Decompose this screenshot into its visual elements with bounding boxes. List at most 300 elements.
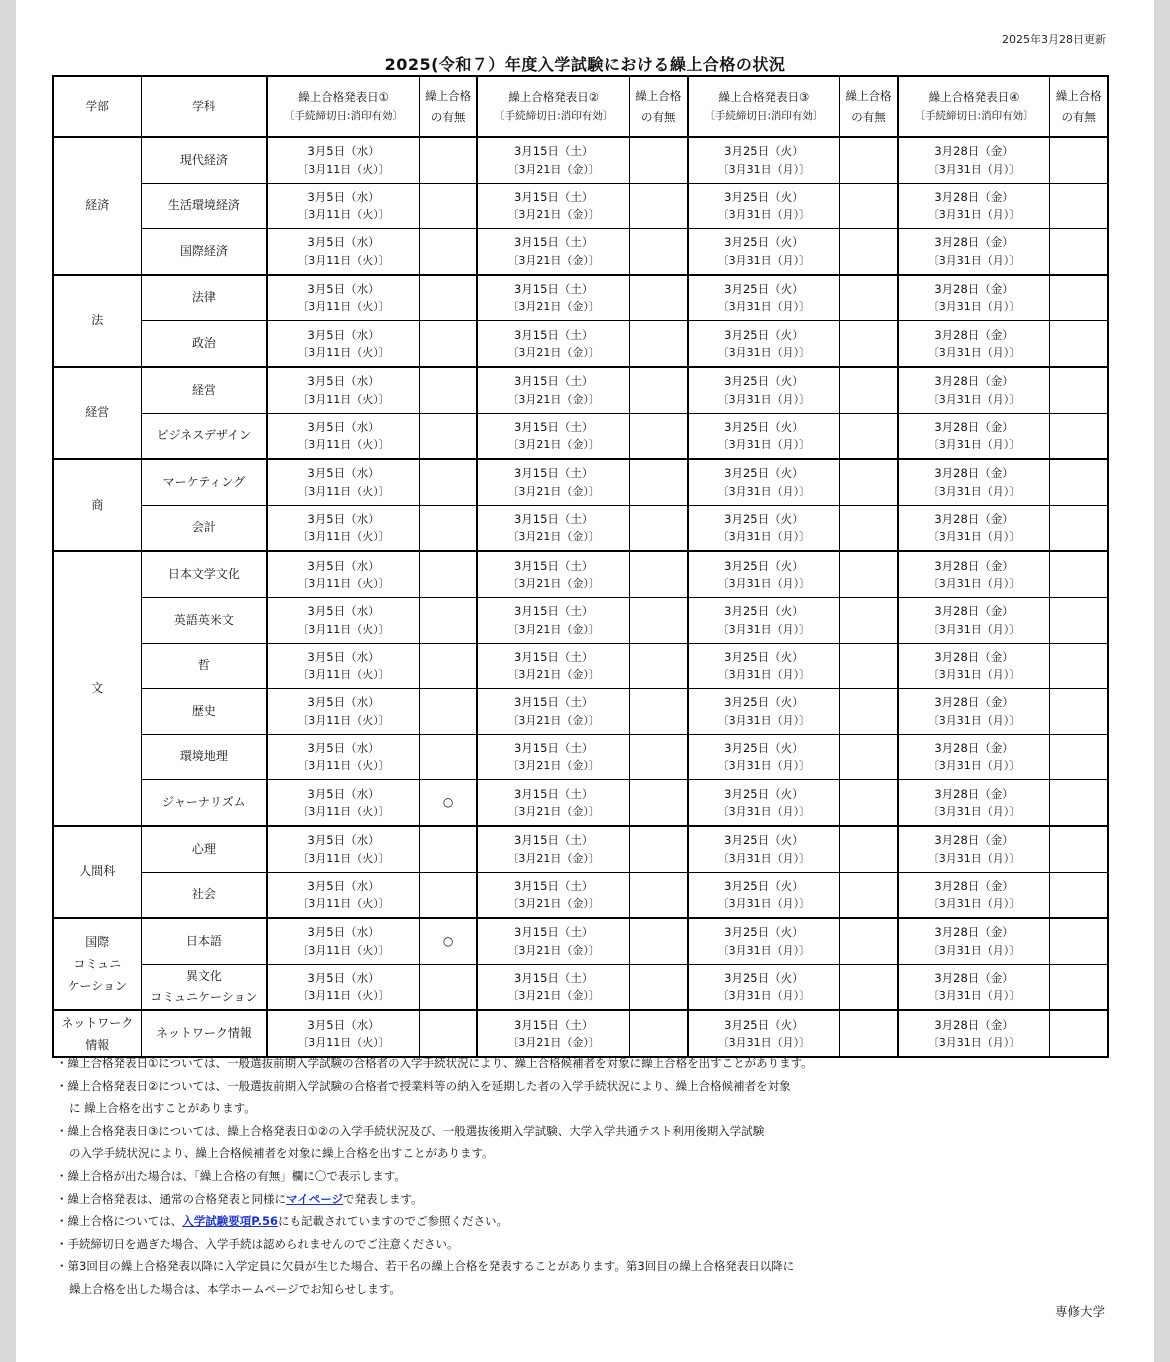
date-cell-round-2	[477, 229, 629, 275]
date-cell-round-3	[688, 183, 840, 229]
promotion-flag-cell-round-2	[630, 826, 688, 872]
date-cell-round-3	[688, 780, 840, 826]
announcement-date: 3月28日（金）	[934, 786, 1014, 801]
announcement-date: 3月25日（火）	[724, 419, 804, 434]
header-round-3	[688, 76, 840, 137]
deadline-date: 〔3月31日（月）〕	[717, 805, 811, 818]
deadline-date: 〔3月21日（金）〕	[507, 577, 600, 591]
promotion-flag-cell-round-2	[630, 137, 688, 183]
deadline-date: 〔3月11日（火）〕	[297, 943, 390, 957]
announcement-date: 3月25日（火）	[724, 466, 804, 481]
date-cell-round-1	[267, 643, 419, 689]
deadline-date: 〔3月21日（金）〕	[507, 484, 600, 498]
deadline-date: 〔3月31日（月）〕	[927, 530, 1021, 544]
promotion-flag-cell-round-1	[419, 505, 477, 551]
date-cell-round-4	[898, 551, 1050, 597]
promotion-flag-cell-round-1	[419, 321, 477, 367]
promotion-flag-cell-round-2	[630, 918, 688, 964]
date-cell-round-1	[267, 597, 419, 643]
date-cell-round-4	[898, 505, 1050, 551]
deadline-date: 〔3月11日（火）〕	[297, 622, 390, 636]
announcement-date: 3月28日（金）	[934, 695, 1014, 710]
date-cell-round-1	[267, 780, 419, 826]
announcement-date: 3月5日（水）	[307, 695, 380, 710]
announcement-date: 3月28日（金）	[934, 558, 1014, 573]
promotion-flag-cell-round-3	[840, 872, 898, 918]
announcement-date: 3月15日（土）	[513, 144, 594, 159]
department-cell: 心理	[141, 826, 267, 872]
date-cell-round-2	[477, 826, 629, 872]
promotion-flag-cell-round-3	[840, 183, 898, 229]
date-cell-round-2	[477, 918, 629, 964]
table-row	[53, 597, 1108, 643]
table-row	[53, 229, 1108, 275]
deadline-date: 〔3月31日（月）〕	[927, 392, 1021, 406]
promotion-flag-cell-round-4	[1050, 689, 1108, 735]
date-cell-round-4	[898, 643, 1050, 689]
announcement-date: 3月28日（金）	[934, 327, 1014, 342]
date-cell-round-4	[898, 918, 1050, 964]
announcement-date: 3月28日（金）	[934, 604, 1014, 619]
promotion-flag-cell-round-1	[419, 643, 477, 689]
note-item: ・手続締切日を過ぎた場合、入学手続は認められませんのでご注意ください。	[56, 1236, 459, 1251]
table-row	[53, 551, 1108, 597]
deadline-date: 〔3月31日（月）〕	[717, 668, 811, 682]
department-cell: 生活環境経済	[141, 183, 267, 229]
date-cell-round-1	[267, 734, 419, 780]
announcement-date: 3月28日（金）	[934, 512, 1014, 527]
deadline-date: 〔3月11日（火）〕	[297, 300, 390, 314]
note-item: の入学手続状況により、繰上合格候補者を対象に繰上合格を出すことがあります。	[69, 1146, 494, 1161]
table-row	[53, 918, 1108, 964]
department-cell: 環境地理	[141, 734, 267, 780]
date-cell-round-4	[898, 183, 1050, 229]
promotion-flag-cell-round-2	[630, 1010, 688, 1057]
header-round-1-sub: 〔手続締切日:消印有効〕	[283, 110, 404, 123]
announcement-date: 3月25日（火）	[724, 512, 804, 527]
date-cell-round-4	[898, 964, 1050, 1010]
announcement-date: 3月15日（土）	[513, 419, 594, 434]
promotion-flag-cell-round-1	[419, 275, 477, 321]
table-row	[53, 137, 1108, 183]
announcement-date: 3月5日（水）	[307, 786, 380, 801]
date-cell-round-2	[477, 505, 629, 551]
department-cell: 法律	[141, 275, 267, 321]
date-cell-round-1	[267, 275, 419, 321]
date-cell-round-1	[267, 229, 419, 275]
deadline-date: 〔3月31日（月）〕	[927, 713, 1021, 727]
announcement-date: 3月28日（金）	[934, 741, 1014, 756]
deadline-date: 〔3月31日（月）〕	[927, 622, 1021, 636]
promotion-flag-cell-round-4	[1050, 643, 1108, 689]
header-round-1-label: 繰上合格発表日①	[298, 89, 389, 104]
date-cell-round-2	[477, 137, 629, 183]
date-cell-round-3	[688, 367, 840, 413]
deadline-date: 〔3月31日（月）〕	[927, 162, 1021, 176]
announcement-date: 3月15日（土）	[513, 649, 594, 664]
promotion-flag-cell-round-1	[419, 413, 477, 459]
department-cell: ネットワーク情報	[141, 1010, 267, 1057]
department-cell: ジャーナリズム	[141, 780, 267, 826]
announcement-date: 3月5日（水）	[307, 741, 380, 756]
promotion-flag-cell-round-2	[630, 505, 688, 551]
header-flag-1-line2: の有無	[430, 109, 466, 124]
date-cell-round-2	[477, 275, 629, 321]
table-row	[53, 321, 1108, 367]
date-cell-round-4	[898, 459, 1050, 505]
date-cell-round-3	[688, 643, 840, 689]
table-body	[53, 137, 1108, 1057]
header-flag-4	[1050, 76, 1108, 137]
announcement-date: 3月15日（土）	[513, 466, 594, 481]
faculty-cell: 文	[53, 551, 141, 826]
note-item: 繰上合格を出した場合は、本学ホームページでお知らせします。	[69, 1281, 402, 1296]
deadline-date: 〔3月11日（火）〕	[297, 897, 390, 911]
promotion-flag-cell-round-4	[1050, 597, 1108, 643]
announcement-date: 3月25日（火）	[724, 695, 804, 710]
announcement-date: 3月15日（土）	[513, 970, 594, 985]
deadline-date: 〔3月31日（月）〕	[717, 162, 811, 176]
note-item-mypage	[56, 1188, 1106, 1211]
date-cell-round-2	[477, 183, 629, 229]
promotion-flag-cell-round-3	[840, 597, 898, 643]
deadline-date: 〔3月11日（火）〕	[297, 713, 390, 727]
date-cell-round-3	[688, 1010, 840, 1057]
announcement-date: 3月5日（水）	[307, 327, 380, 342]
note-item: ・繰上合格が出た場合は、「繰上合格の有無」欄に〇で表示します。	[56, 1168, 406, 1183]
announcement-date: 3月5日（水）	[307, 189, 380, 204]
deadline-date: 〔3月31日（月）〕	[717, 208, 811, 222]
table-row	[53, 459, 1108, 505]
deadline-date: 〔3月21日（金）〕	[507, 1035, 600, 1049]
promotion-flag-cell-round-3	[840, 826, 898, 872]
announcement-date: 3月15日（土）	[513, 327, 594, 342]
promotion-flag-cell-round-2	[630, 780, 688, 826]
note-guide-after: にも記載されていますのでご参照ください。	[277, 1214, 508, 1229]
announcement-date: 3月25日（火）	[724, 189, 804, 204]
promotion-flag-cell-round-3	[840, 918, 898, 964]
date-cell-round-1	[267, 551, 419, 597]
table-row	[53, 183, 1108, 229]
department-cell: 国際経済	[141, 229, 267, 275]
note-item: ・繰上合格発表日①については、一般選抜前期入学試験の合格者の入学手続状況により、繰上合格候補者を対象に繰上合格を出すことがあります。	[56, 1056, 813, 1070]
deadline-date: 〔3月31日（月）〕	[927, 805, 1021, 818]
header-department: 学科	[141, 76, 267, 137]
table-row	[53, 826, 1108, 872]
university-name: 専修大学	[1054, 1304, 1105, 1319]
promotion-flag-cell-round-3	[840, 734, 898, 780]
date-cell-round-3	[688, 551, 840, 597]
table-row	[53, 964, 1108, 1010]
promotion-flag-cell-round-4	[1050, 1010, 1108, 1057]
announcement-date: 3月28日（金）	[934, 419, 1014, 434]
table-row	[53, 367, 1108, 413]
deadline-date: 〔3月31日（月）〕	[927, 668, 1021, 682]
announcement-date: 3月15日（土）	[513, 786, 594, 801]
deadline-date: 〔3月31日（月）〕	[717, 851, 811, 865]
header-flag-3	[840, 76, 898, 137]
promotion-flag-cell-round-1	[419, 459, 477, 505]
promotion-flag-cell-round-4	[1050, 459, 1108, 505]
date-cell-round-1	[267, 826, 419, 872]
header-round-2-label: 繰上合格発表日②	[508, 89, 600, 104]
deadline-date: 〔3月31日（月）〕	[717, 530, 811, 544]
header-flag-3-line1: 繰上合格	[845, 88, 892, 103]
promotion-flag-cell-round-3	[840, 780, 898, 826]
department-cell: 歴史	[141, 689, 267, 735]
promotion-flag-cell-round-4	[1050, 413, 1108, 459]
faculty-cell: 商	[53, 459, 141, 551]
deadline-date: 〔3月21日（金）〕	[507, 805, 600, 818]
date-cell-round-2	[477, 367, 629, 413]
deadline-date: 〔3月31日（月）〕	[717, 253, 811, 267]
deadline-date: 〔3月31日（月）〕	[717, 622, 811, 636]
department-cell: 経営	[141, 367, 267, 413]
announcement-date: 3月5日（水）	[307, 970, 380, 985]
date-cell-round-4	[898, 780, 1050, 826]
deadline-date: 〔3月11日（火）〕	[297, 162, 390, 176]
deadline-date: 〔3月11日（火）〕	[297, 668, 390, 682]
date-cell-round-3	[688, 918, 840, 964]
header-flag-2	[630, 76, 688, 137]
announcement-date: 3月15日（土）	[513, 604, 594, 619]
deadline-date: 〔3月21日（金）〕	[507, 622, 600, 636]
announcement-date: 3月15日（土）	[513, 512, 594, 527]
date-cell-round-3	[688, 229, 840, 275]
announcement-date: 3月15日（土）	[513, 695, 594, 710]
promotion-flag-cell-round-4	[1050, 872, 1108, 918]
deadline-date: 〔3月11日（火）〕	[297, 346, 390, 360]
promotion-flag-cell-round-2	[630, 229, 688, 275]
header-round-2	[477, 76, 629, 137]
table-row	[53, 872, 1108, 918]
announcement-date: 3月15日（土）	[513, 374, 594, 389]
promotion-flag-cell-round-2	[630, 734, 688, 780]
date-cell-round-4	[898, 1010, 1050, 1057]
announcement-date: 3月25日（火）	[724, 649, 804, 664]
header-round-4-label: 繰上合格発表日④	[928, 89, 1020, 104]
date-cell-round-3	[688, 505, 840, 551]
date-cell-round-1	[267, 413, 419, 459]
promotion-flag-cell-round-2	[630, 689, 688, 735]
promotion-flag-cell-round-3	[840, 459, 898, 505]
announcement-date: 3月15日（土）	[513, 741, 594, 756]
announcement-date: 3月28日（金）	[934, 970, 1014, 985]
announcement-date: 3月15日（土）	[513, 558, 594, 573]
deadline-date: 〔3月31日（月）〕	[717, 346, 811, 360]
deadline-date: 〔3月11日（火）〕	[297, 851, 390, 865]
faculty-name-line: コミュニ	[73, 957, 122, 972]
table-row	[53, 413, 1108, 459]
promotion-flag-cell-round-1	[419, 367, 477, 413]
date-cell-round-2	[477, 459, 629, 505]
date-cell-round-1	[267, 137, 419, 183]
header-flag-2-line2: の有無	[641, 109, 676, 124]
deadline-date: 〔3月11日（火）〕	[297, 989, 390, 1003]
date-cell-round-3	[688, 872, 840, 918]
department-cell: 社会	[141, 872, 267, 918]
header-round-4-sub: 〔手続締切日:消印有効〕	[914, 110, 1034, 123]
announcement-date: 3月5日（水）	[307, 466, 380, 481]
table-row	[53, 689, 1108, 735]
announcement-date: 3月28日（金）	[934, 925, 1014, 940]
date-cell-round-4	[898, 275, 1050, 321]
date-cell-round-3	[688, 321, 840, 367]
date-cell-round-3	[688, 459, 840, 505]
announcement-date: 3月5日（水）	[307, 1017, 380, 1032]
announcement-date: 3月5日（水）	[307, 144, 380, 159]
deadline-date: 〔3月21日（金）〕	[507, 346, 600, 360]
announcement-date: 3月5日（水）	[307, 235, 380, 250]
promotion-flag-cell-round-4	[1050, 367, 1108, 413]
promotion-flag-cell-round-4	[1050, 734, 1108, 780]
date-cell-round-1	[267, 872, 419, 918]
faculty-cell	[53, 918, 141, 1010]
date-cell-round-2	[477, 597, 629, 643]
header-round-4	[898, 76, 1050, 137]
deadline-date: 〔3月31日（月）〕	[927, 253, 1021, 267]
note-mypage-after: で発表します。	[343, 1191, 423, 1206]
faculty-cell: 法	[53, 275, 141, 367]
promotion-flag-cell-round-2	[630, 275, 688, 321]
date-cell-round-3	[688, 689, 840, 735]
table-row	[53, 734, 1108, 780]
table-row	[53, 275, 1108, 321]
announcement-date: 3月25日（火）	[724, 833, 804, 848]
department-name-line: 異文化	[185, 968, 222, 983]
promotion-flag-cell-round-2	[630, 964, 688, 1010]
date-cell-round-1	[267, 459, 419, 505]
deadline-date: 〔3月31日（月）〕	[927, 1035, 1021, 1049]
announcement-date: 3月15日（土）	[513, 282, 594, 297]
promotion-flag-cell-round-3	[840, 413, 898, 459]
header-flag-2-line1: 繰上合格	[635, 88, 682, 103]
deadline-date: 〔3月31日（月）〕	[717, 897, 811, 911]
announcement-date: 3月15日（土）	[513, 925, 594, 940]
date-cell-round-2	[477, 872, 629, 918]
announcement-date: 3月5日（水）	[307, 419, 380, 434]
promotion-flag-cell-round-3	[840, 964, 898, 1010]
promotion-flag-cell-round-2	[630, 413, 688, 459]
mypage-link[interactable]: マイページ	[286, 1191, 344, 1206]
promotion-flag-cell-round-3	[840, 275, 898, 321]
promotion-flag-cell-round-4	[1050, 183, 1108, 229]
deadline-date: 〔3月21日（金）〕	[507, 300, 600, 314]
date-cell-round-1	[267, 183, 419, 229]
promotion-flag-cell-round-4	[1050, 275, 1108, 321]
announcement-date: 3月5日（水）	[307, 558, 380, 573]
note-mypage-before: ・繰上合格発表は、通常の合格発表と同様に	[56, 1191, 286, 1206]
announcement-date: 3月5日（水）	[307, 833, 380, 848]
date-cell-round-1	[267, 1010, 419, 1057]
deadline-date: 〔3月31日（月）〕	[927, 208, 1021, 222]
deadline-date: 〔3月21日（金）〕	[507, 392, 600, 406]
date-cell-round-4	[898, 826, 1050, 872]
date-cell-round-1	[267, 367, 419, 413]
department-cell: マーケティング	[141, 459, 267, 505]
admission-guide-link[interactable]: 入学試験要項P.56	[182, 1214, 278, 1229]
deadline-date: 〔3月11日（火）〕	[297, 253, 390, 267]
promotion-flag-cell-round-1	[419, 551, 477, 597]
promotion-flag-cell-round-2	[630, 367, 688, 413]
announcement-date: 3月15日（土）	[513, 1017, 594, 1032]
announcement-date: 3月25日（火）	[724, 327, 804, 342]
promotion-flag-cell-round-3	[840, 643, 898, 689]
announcement-date: 3月28日（金）	[934, 189, 1014, 204]
note-item: ・繰上合格発表日②については、一般選抜前期入学試験の合格者で授業料等の納入を延期した者の入学手続状況により、繰上合格候補者を対象	[56, 1078, 791, 1093]
note-item-guide	[56, 1210, 1106, 1233]
date-cell-round-4	[898, 689, 1050, 735]
announcement-date: 3月25日（火）	[724, 925, 804, 940]
deadline-date: 〔3月31日（月）〕	[717, 577, 811, 591]
date-cell-round-2	[477, 643, 629, 689]
promotion-flag-cell-round-4	[1050, 826, 1108, 872]
promotion-flag-cell-round-1	[419, 597, 477, 643]
promotion-flag-cell-round-2	[630, 597, 688, 643]
date-cell-round-3	[688, 413, 840, 459]
date-cell-round-3	[688, 275, 840, 321]
date-cell-round-2	[477, 413, 629, 459]
announcement-date: 3月28日（金）	[934, 649, 1014, 664]
deadline-date: 〔3月21日（金）〕	[507, 208, 600, 222]
faculty-cell	[53, 1010, 141, 1057]
deadline-date: 〔3月11日（火）〕	[297, 484, 390, 498]
deadline-date: 〔3月21日（金）〕	[507, 438, 600, 452]
deadline-date: 〔3月31日（月）〕	[927, 300, 1021, 314]
announcement-date: 3月28日（金）	[934, 1017, 1014, 1032]
header-round-3-label: 繰上合格発表日③	[718, 89, 810, 104]
department-cell: 哲	[141, 643, 267, 689]
announcement-date: 3月15日（土）	[513, 189, 594, 204]
promotion-flag-cell-round-1	[419, 689, 477, 735]
document-page	[16, 0, 1154, 1362]
announcement-date: 3月28日（金）	[934, 144, 1014, 159]
promotion-flag-cell-round-2	[630, 551, 688, 597]
date-cell-round-3	[688, 826, 840, 872]
promotion-flag-cell-round-1	[419, 734, 477, 780]
deadline-date: 〔3月31日（月）〕	[717, 438, 811, 452]
deadline-date: 〔3月11日（火）〕	[297, 438, 390, 452]
promotion-flag-cell-round-2	[630, 321, 688, 367]
deadline-date: 〔3月31日（月）〕	[927, 438, 1021, 452]
deadline-date: 〔3月31日（月）〕	[717, 392, 811, 406]
header-flag-4-line1: 繰上合格	[1055, 88, 1102, 103]
department-cell: 政治	[141, 321, 267, 367]
deadline-date: 〔3月21日（金）〕	[507, 713, 600, 727]
department-cell: 日本文学文化	[141, 551, 267, 597]
note-item: ・繰上合格発表日③については、繰上合格発表日①②の入学手続状況及び、一般選抜後期入学試験、大学入学共通テスト利用後期入学試験	[56, 1123, 765, 1138]
deadline-date: 〔3月21日（金）〕	[507, 989, 600, 1003]
deadline-date: 〔3月31日（月）〕	[717, 300, 811, 314]
promotion-flag-cell-round-4	[1050, 918, 1108, 964]
announcement-date: 3月28日（金）	[934, 833, 1014, 848]
deadline-date: 〔3月11日（火）〕	[297, 208, 390, 222]
announcement-date: 3月5日（水）	[307, 512, 380, 527]
announcement-date: 3月28日（金）	[934, 282, 1014, 297]
announcement-date: 3月5日（水）	[307, 374, 380, 389]
announcement-date: 3月25日（火）	[724, 970, 804, 985]
date-cell-round-2	[477, 689, 629, 735]
notes	[56, 1052, 1106, 1301]
date-cell-round-2	[477, 1010, 629, 1057]
promotion-flag-cell-round-4	[1050, 551, 1108, 597]
deadline-date: 〔3月21日（金）〕	[507, 943, 600, 957]
announcement-date: 3月25日（火）	[724, 878, 804, 893]
deadline-date: 〔3月21日（金）〕	[507, 851, 600, 865]
promotion-flag-cell-round-3	[840, 321, 898, 367]
faculty-name-line: ネットワーク	[61, 1015, 134, 1030]
department-cell: 日本語	[141, 918, 267, 964]
